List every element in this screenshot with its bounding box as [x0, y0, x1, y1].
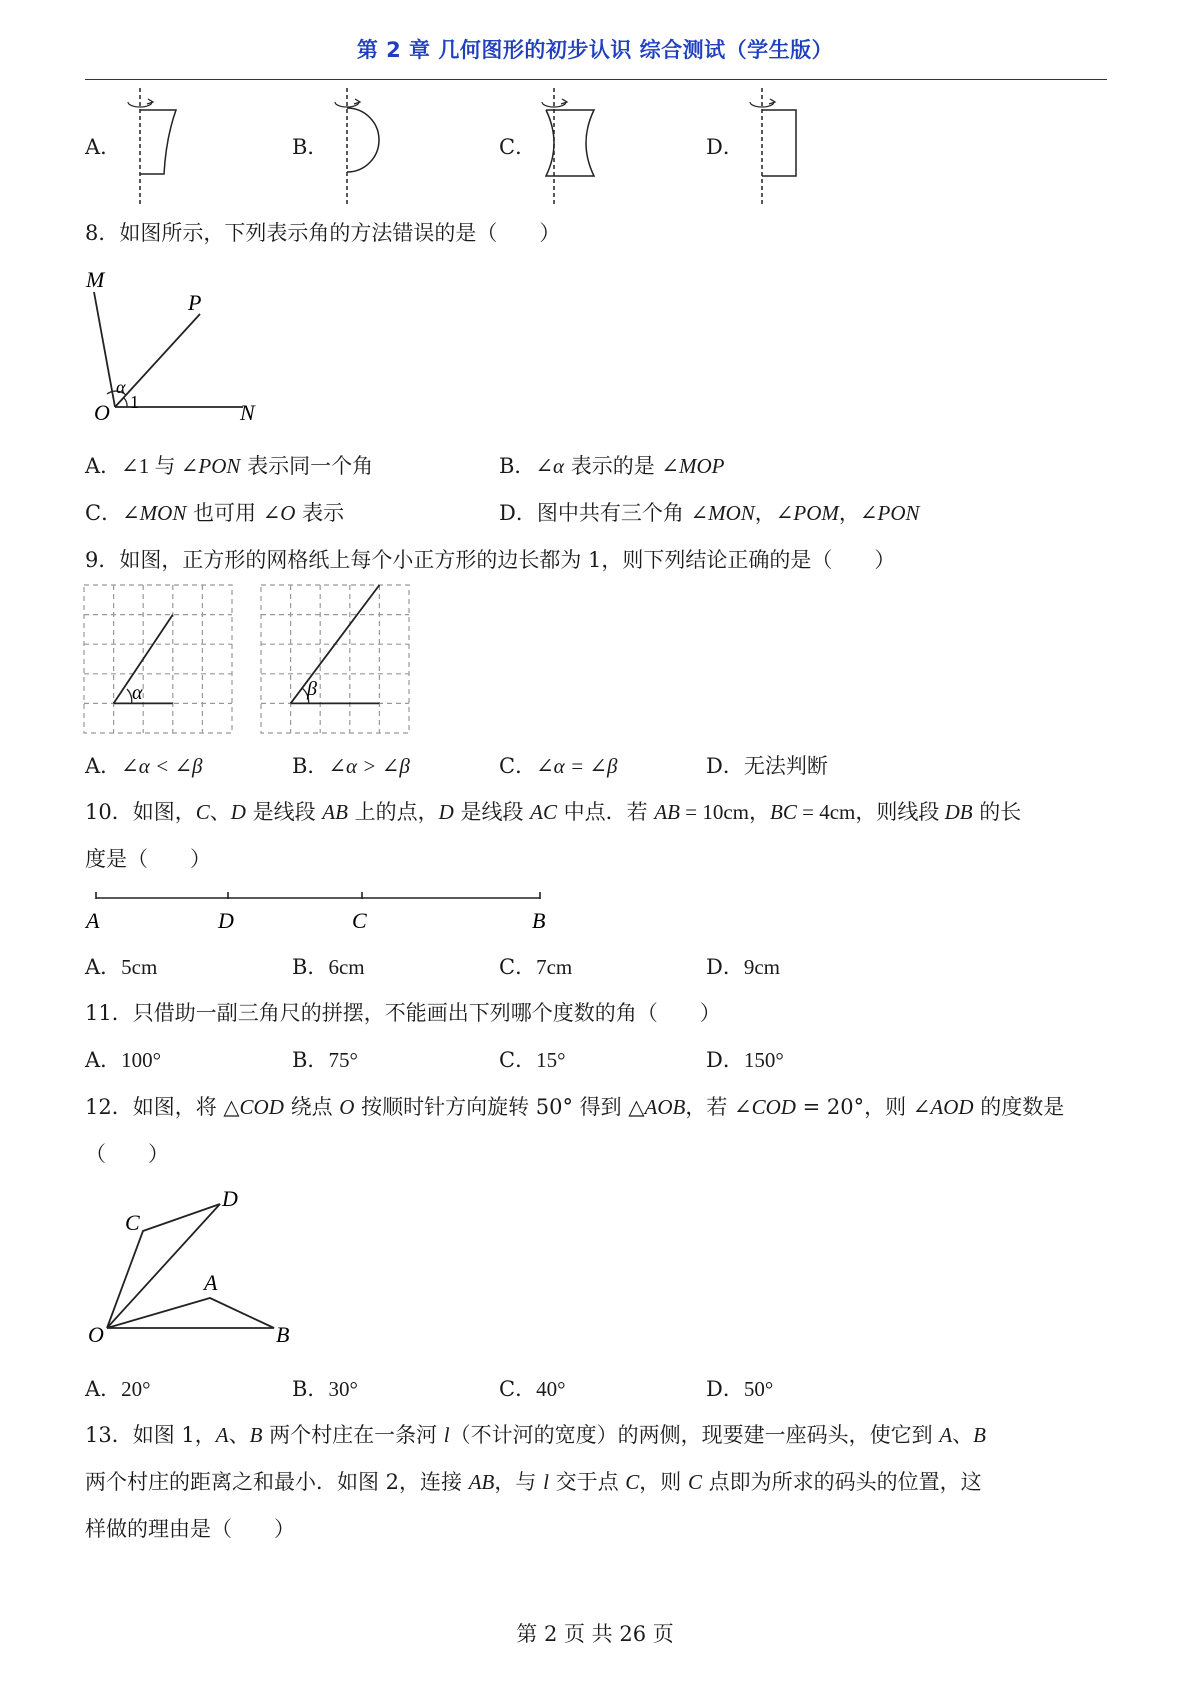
q8-option-a-part1: ∠1 与: [121, 454, 181, 478]
q11-option-a-text: 100°: [121, 1048, 162, 1072]
q10-option-b-label: B．: [292, 955, 329, 979]
q10-s3: 、: [209, 800, 231, 824]
q7-option-c-figure: [532, 88, 602, 206]
q10-option-c-text: 7cm: [536, 955, 573, 979]
q9-option-d: [706, 751, 828, 781]
q13-l2c: ，与: [494, 1470, 544, 1494]
q13-l1h: A: [939, 1423, 953, 1447]
q10-option-b: [292, 952, 365, 982]
q11-option-c: [499, 1045, 565, 1075]
q9-figure-beta: [259, 583, 419, 737]
q9-stem: 9．如图，正方形的网格纸上每个小正方形的边长都为 1，则下列结论正确的是（ ）: [85, 548, 896, 572]
q10-option-c: [499, 952, 572, 982]
q8-option-b-label: B．: [499, 454, 536, 478]
q7-option-a-figure: [118, 88, 188, 206]
q7-option-b-label: B．: [292, 135, 329, 159]
q8-option-b-part2: 表示的是: [564, 454, 662, 478]
q13-l2e: 交于点: [548, 1470, 626, 1494]
q13-l1b: A: [215, 1423, 229, 1447]
q8-option-d-part3: ，: [754, 501, 776, 525]
q10-s7: 上的点，: [347, 800, 439, 824]
q8-option-a-label: A．: [85, 454, 122, 478]
q10-s12: AB: [654, 800, 681, 824]
q10-option-c-label: C．: [499, 955, 537, 979]
q8-option-b-part1: ∠α: [535, 454, 565, 478]
q10-label-d: D: [218, 908, 234, 933]
q11-option-c-label: C．: [499, 1048, 537, 1072]
q8-option-a: [85, 451, 373, 481]
q12-s9: = 20°，则 ∠: [795, 1095, 931, 1119]
q12-stem-line1: [85, 1092, 1064, 1122]
q12-s8: COD: [751, 1095, 796, 1119]
q7-option-d-figure: [740, 88, 810, 206]
q10-figure-segment: [84, 886, 564, 938]
q12-s4: O: [339, 1095, 355, 1119]
q13-l2h: C: [687, 1470, 702, 1494]
page-header-title: 第 2 章 几何图形的初步认识 综合测试（学生版）: [356, 38, 834, 62]
q9-option-b-label: B．: [292, 754, 329, 778]
q13-l1c: 、: [228, 1423, 250, 1447]
q8-label-m: M: [86, 267, 105, 292]
q10-s14: BC: [770, 800, 797, 824]
q12-option-a-label: A．: [85, 1377, 122, 1401]
q9-label-beta: β: [307, 678, 317, 700]
q9-option-b: [292, 751, 410, 781]
q10-s8: D: [438, 800, 454, 824]
q8-option-b: [499, 451, 725, 481]
q8-option-c-label: C．: [85, 501, 123, 525]
q8-option-a-part3: 表示同一个角: [240, 454, 374, 478]
q12-s1: 12．如图，将 △: [85, 1095, 240, 1119]
q12-option-b-text: 30°: [328, 1377, 358, 1401]
q13-l2i: 点即为所求的码头的位置，这: [701, 1470, 982, 1494]
q8-label-n: N: [240, 400, 255, 425]
q8-label-one: 1: [130, 392, 139, 412]
q7-option-a-label: A．: [85, 135, 122, 159]
q10-label-b: B: [532, 908, 546, 933]
q11-option-b: [292, 1045, 358, 1075]
q13-l1a: 13．如图 1，: [85, 1423, 216, 1447]
q8-figure: [80, 262, 280, 430]
q12-figure: [80, 1184, 320, 1354]
q7-option-c-label: C．: [499, 135, 537, 159]
q8-option-d: [499, 498, 920, 528]
q12-option-c-text: 40°: [536, 1377, 566, 1401]
q8-label-alpha: α: [116, 377, 126, 397]
q8-option-c-part1: ∠MON: [122, 501, 187, 525]
q8-option-c-part3: ∠O: [262, 501, 296, 525]
q12-label-d: D: [222, 1186, 238, 1211]
q10-option-d-label: D．: [706, 955, 744, 979]
q10-s13: = 10cm，: [680, 800, 771, 824]
q8-option-c-part2: 也可用: [186, 501, 263, 525]
q9-option-b-text: ∠α > ∠β: [328, 754, 410, 778]
q10-option-d: [706, 952, 780, 982]
q12-option-d-text: 50°: [743, 1377, 774, 1401]
q10-s4: D: [230, 800, 246, 824]
q9-option-a-text: ∠α < ∠β: [121, 754, 203, 778]
q12-option-c-label: C．: [499, 1377, 537, 1401]
q12-option-a: [85, 1374, 151, 1404]
q12-label-o: O: [88, 1322, 104, 1347]
q11-option-b-text: 75°: [328, 1048, 358, 1072]
q10-label-a: A: [86, 908, 100, 933]
q11-option-a: [85, 1045, 161, 1075]
q7-option-b-figure: [325, 88, 395, 206]
q12-s2: COD: [239, 1095, 284, 1119]
q13-l1g: （不计河的宽度）的两侧，现要建一座码头，使它到: [449, 1423, 940, 1447]
q8-option-d-part1: 图中共有三个角: [536, 501, 691, 525]
q12-s10: AOD: [930, 1095, 974, 1119]
q13-l1j: B: [973, 1423, 986, 1447]
q13-l2d: l: [543, 1470, 549, 1494]
q10-option-d-text: 9cm: [743, 955, 780, 979]
q11-option-c-text: 15°: [536, 1048, 566, 1072]
q10-option-b-text: 6cm: [328, 955, 365, 979]
q9-option-c-label: C．: [499, 754, 537, 778]
q9-option-d-text: 无法判断: [743, 754, 828, 778]
q10-s1: 10．如图，: [85, 800, 196, 824]
q10-stem-line1: [85, 797, 1021, 827]
q13-stem-line3: 样做的理由是（ ）: [85, 1517, 295, 1541]
q13-l2b: AB: [468, 1470, 495, 1494]
q10-s11: 中点．若: [557, 800, 655, 824]
q12-s3: 绕点: [283, 1095, 340, 1119]
q11-stem: 11．只借助一副三角尺的拼摆，不能画出下列哪个度数的角（ ）: [85, 1001, 721, 1025]
q8-option-c: [85, 498, 344, 528]
q12-option-d: [706, 1374, 773, 1404]
q10-option-a: [85, 952, 157, 982]
q13-l1i: 、: [952, 1423, 974, 1447]
q13-l2g: ，则: [639, 1470, 688, 1494]
q12-option-b-label: B．: [292, 1377, 329, 1401]
q8-label-o: O: [94, 400, 110, 425]
q11-option-a-label: A．: [85, 1048, 122, 1072]
q10-s16: DB: [944, 800, 973, 824]
q8-option-a-part2: ∠PON: [180, 454, 241, 478]
q9-figure-alpha: [82, 583, 242, 737]
q7-option-d-label: D．: [706, 135, 744, 159]
page-footer-number: 第 2 页 共 26 页: [516, 1622, 674, 1646]
q12-s5: 按顺时针方向旋转 50° 得到 △: [354, 1095, 645, 1119]
q12-s6: AOB: [644, 1095, 686, 1119]
q10-s6: AB: [322, 800, 348, 824]
q10-s10: AC: [530, 800, 557, 824]
q13-l2a: 两个村庄的距离之和最小．如图 2，连接: [85, 1470, 469, 1494]
q10-s17: 的长: [972, 800, 1022, 824]
q10-stem-line2: 度是（ ）: [85, 847, 211, 871]
q9-option-a-label: A．: [85, 754, 122, 778]
q8-option-d-part4: ∠POM: [775, 501, 839, 525]
q8-stem: 8．如图所示，下列表示角的方法错误的是（ ）: [85, 221, 561, 245]
q8-option-d-part6: ∠PON: [859, 501, 920, 525]
q12-label-c: C: [125, 1210, 140, 1235]
q8-option-d-part5: ，: [838, 501, 860, 525]
q9-option-c-text: ∠α = ∠β: [536, 754, 618, 778]
q12-s11: 的度数是: [973, 1095, 1065, 1119]
q8-option-c-part4: 表示: [295, 501, 345, 525]
q12-stem-line2: （ ）: [85, 1142, 169, 1166]
q12-option-d-label: D．: [706, 1377, 744, 1401]
q10-label-c: C: [352, 908, 367, 933]
q8-option-d-part2: ∠MON: [690, 501, 755, 525]
header-divider: [85, 79, 1107, 80]
q9-option-d-label: D．: [706, 754, 744, 778]
q9-label-alpha: α: [132, 682, 143, 704]
q12-label-b: B: [276, 1322, 290, 1347]
q12-option-b: [292, 1374, 358, 1404]
q12-s7: ，若 ∠: [685, 1095, 752, 1119]
q13-l1d: B: [249, 1423, 263, 1447]
q13-stem-line1: [85, 1420, 986, 1450]
q9-option-a: [85, 751, 203, 781]
q10-option-a-text: 5cm: [121, 955, 158, 979]
q11-option-d: [706, 1045, 784, 1075]
q10-s5: 是线段: [245, 800, 323, 824]
q11-option-d-label: D．: [706, 1048, 744, 1072]
q10-s9: 是线段: [453, 800, 531, 824]
q13-l2f: C: [625, 1470, 640, 1494]
q9-option-c: [499, 751, 617, 781]
q13-l1e: 两个村庄在一条河: [262, 1423, 444, 1447]
q8-option-d-label: D．: [499, 501, 537, 525]
q10-s15: = 4cm，则线段: [796, 800, 945, 824]
q13-l1f: l: [443, 1423, 450, 1447]
q11-option-b-label: B．: [292, 1048, 329, 1072]
q8-label-p: P: [188, 290, 202, 315]
q12-option-a-text: 20°: [121, 1377, 151, 1401]
q12-option-c: [499, 1374, 565, 1404]
q10-s2: C: [195, 800, 210, 824]
q12-label-a: A: [204, 1270, 218, 1295]
q13-stem-line2: [85, 1467, 982, 1497]
q11-option-d-text: 150°: [743, 1048, 784, 1072]
q10-option-a-label: A．: [85, 955, 122, 979]
q8-option-b-part3: ∠MOP: [661, 454, 725, 478]
